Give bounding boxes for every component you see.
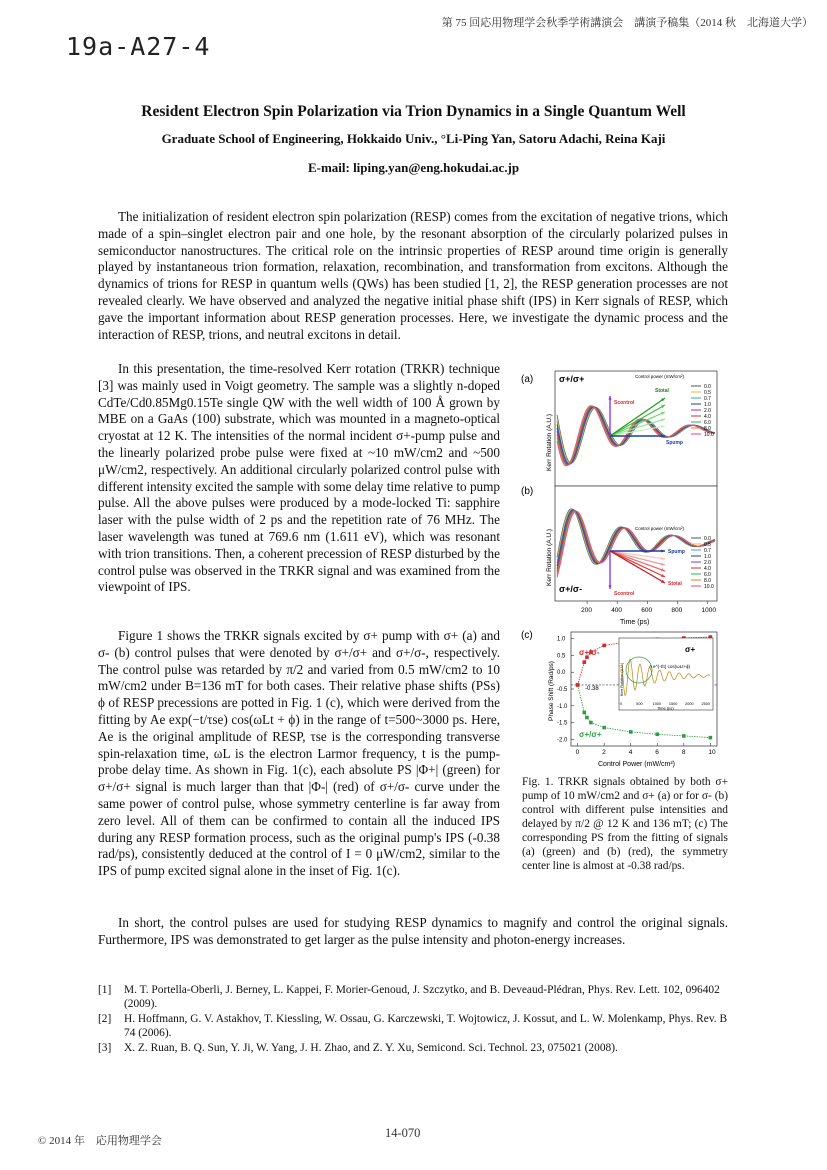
- legend-label: 0.7: [704, 547, 711, 554]
- reference-text: X. Z. Ruan, B. Q. Sun, Y. Ji, W. Yang, J. H. Zhao, and Z. Y. Xu, Semicond. Sci. Technol. 23, 075021 (2008).: [124, 1042, 618, 1054]
- legend-label: 8.0: [704, 577, 711, 584]
- paragraph-method: In this presentation, the time-resolved Kerr rotation (TRKR) technique [3] was mainly used in Voigt geometry. The sample was a slightly n-doped CdTe/Cd0.85Mg0.15Te single QW with the well width of 100 Å grown by MBE on a GaAs (100) substrate, which was mounted in a magneto-optical cryostat at 12 K. The intensities of the normal incident σ+-pump pulse and the linearly polarized probe pulse were fixed at ~10 mW/cm2 and ~500 μW/cm2, respectively. An additional circularly polarized control pulse with different intensity excited the sample with some delay time relative to pump pulse. All the above pulses were produced by a mode-locked Ti: sapphire laser with the pulse width of 2 ps and the repetition rate of 76 MHz. The laser wavelength was tuned at 769.6 nm (1.611 eV), which was resonant with trion transitions. Then, a coherent precession of RESP disturbed by the control pulse was observed in the TRKR signal and was examined from the viewpoint of IPS.: [98, 361, 500, 595]
- legend-label: 2.0: [704, 559, 711, 566]
- inset-tick-label: 2000: [685, 702, 694, 706]
- legend-label: 1.0: [704, 553, 711, 560]
- xlabel-time: Time (ps): [620, 619, 650, 626]
- ps-data-point: [582, 711, 586, 715]
- legend-label: 10.0: [704, 431, 714, 438]
- inset-tick-label: 0: [620, 702, 623, 706]
- ps-tick-label: 1.0: [557, 636, 566, 643]
- power-tick-label: 6: [655, 749, 659, 756]
- reference-number: [2]: [98, 1013, 112, 1025]
- ps-data-point: [629, 730, 633, 734]
- paragraph-intro: The initialization of resident electron spin polarization (RESP) comes from the excitation of negative trions, which made of a spin–singlet electron pair and one hole, by the resonant absorption of the circularly polarized pulses in semiconductor nanostructures. The critical role on the intrinsic properties of RESP around time origin is generally played by instantaneous trion formation, relaxation, recombination, and transformation from excitons. Although the dynamics of trions for RESP in quantum wells (QWs) has been studied [1, 2], the RESP generation processes are not revealed clearly. We have observed and analyzed the negative initial phase shift (IPS) in Kerr signals of RESP, which gave the important information about RESP generation processes. Here, we investigate the dynamic process and the interaction of RESP, trions, and neutral excitons in detail.: [98, 209, 728, 342]
- reference-item: [98, 1012, 728, 1040]
- ps-data-point: [582, 660, 586, 664]
- inset-tick-label: 1500: [668, 702, 678, 706]
- legend-title-a: Control power (mW/cm²): [635, 374, 685, 379]
- legend-label: 0.0: [704, 535, 711, 542]
- reference-number: [3]: [98, 1042, 112, 1054]
- reference-number: [1]: [98, 984, 112, 996]
- xlabel-power: Control Power (mW/cm²): [598, 761, 676, 768]
- vector-label: Spump: [668, 549, 685, 555]
- conference-header: 第 75 回応用物理学会秋季学術講演会 講演予稿集（2014 秋 北海道大学）: [441, 17, 813, 29]
- panel-label-a: (a): [521, 374, 534, 385]
- ps-tick-label: 0.0: [557, 670, 566, 677]
- legend-label: 6.0: [704, 419, 711, 426]
- inset-plot: [619, 638, 713, 711]
- ps-data-point: [682, 734, 686, 738]
- ylabel-kerr-a: Kerr Rotation (A.U.): [546, 413, 553, 471]
- time-tick-label: 400: [611, 607, 623, 614]
- power-tick-label: 10: [708, 749, 716, 756]
- legend-label: 2.0: [704, 407, 711, 414]
- legend-title-b: Control power (mW/cm²): [635, 526, 685, 531]
- time-tick-label: 1000: [701, 607, 716, 614]
- legend-label: 8.0: [704, 425, 711, 432]
- time-tick-label: 800: [671, 607, 683, 614]
- legend-label: 0.7: [704, 395, 711, 402]
- inset-sigma: σ+: [685, 645, 696, 654]
- vector-label: Scontrol: [614, 400, 635, 406]
- power-tick-label: 8: [681, 749, 686, 756]
- email-line: E-mail: liping.yan@eng.hokudai.ac.jp: [307, 160, 520, 175]
- reference-text: H. Hoffmann, G. V. Astakhov, T. Kiessling, W. Ossau, G. Karczewski, T. Wojtowicz, J. Kossut, and L. W. Molenkamp, Phys. Rev. B 74 (2006).: [124, 1013, 728, 1039]
- ps-tick-label: 0.5: [557, 653, 566, 660]
- time-tick-label: 600: [641, 607, 653, 614]
- time-axis-ticks: [581, 601, 716, 614]
- inset-frame: [619, 638, 713, 710]
- copyright: © 2014 年 応用物理学会: [38, 1135, 162, 1147]
- inset-xlabel: Time (ps): [657, 705, 674, 711]
- ps-data-point: [709, 736, 713, 740]
- ylabel-kerr-b: Kerr Rotation (A.U.): [546, 528, 553, 586]
- figure-1: [515, 366, 737, 770]
- time-tick-label: 200: [581, 607, 592, 614]
- paper-title: Resident Electron Spin Polarization via Trion Dynamics in a Single Quantum Well: [141, 103, 686, 120]
- reference-item: [98, 983, 728, 1011]
- ps-value-label: -0.38: [585, 686, 599, 692]
- vector-label: Stotal: [668, 581, 682, 587]
- references: [98, 983, 728, 1056]
- ps-data-point: [602, 726, 606, 730]
- power-tick-label: 2: [602, 749, 606, 756]
- power-tick-label: 0: [575, 749, 580, 756]
- ps-data-point: [585, 716, 589, 720]
- ps-tick-label: -1.5: [557, 720, 568, 727]
- panel-label-c: (c): [521, 630, 533, 641]
- legend-label: 6.0: [704, 571, 711, 578]
- affiliation: Graduate School of Engineering, Hokkaido Univ., °Li-Ping Yan, Satoru Adachi, Reina Kaji: [161, 131, 666, 146]
- panel-a-title: σ+/σ+: [559, 374, 585, 384]
- paragraph-summary: In short, the control pulses are used for studying RESP dynamics to magnify and control the original signals. Furthermore, IPS was demonstrated to get larger as the pulse intensity and photon-energy increases.: [98, 915, 728, 947]
- ps-data-point: [589, 721, 593, 725]
- figure-caption: Fig. 1. TRKR signals obtained by both σ+ pump of 10 mW/cm2 and σ+ (a) or for σ- (b) control with different pulse intensities and delayed by π/2 @ 12 K and 136 mT; (c) The corresponding PS from the fitting of signals (a) (green) and (b) (red), the symmetry center line is almost at -0.38 rad/ps.: [522, 776, 728, 872]
- ylabel-phase-shift: Phase Shift (Rad/ps): [548, 661, 555, 721]
- legend-label: 0.5: [704, 389, 711, 396]
- vector-label: Scontrol: [614, 591, 635, 597]
- reference-item: [98, 1041, 728, 1055]
- inset-formula: A e^(-t/τ) cos(ωLt+ϕ): [649, 664, 691, 669]
- ps-data-point: [655, 732, 659, 736]
- ps-tick-label: -0.5: [557, 687, 568, 693]
- paragraph-results: Figure 1 shows the TRKR signals excited by σ+ pump with σ+ (a) and σ- (b) control pulses that were denoted by σ+/σ+ and σ+/σ-, respectively. The control pulse was retarded by π/2 and varied from 0.5 mW/cm2 to 10 mW/cm2 under B=136 mT for both cases. Their relative phase shifts (PSs) ϕ of RESP precessions are potted in Fig. 1 (c), which were derived from the fitting by Ae exp(−t/τse) cos(ωLt + ϕ) in the range of t=500~3000 ps. Here, Ae is the original amplitude of RESP, τse is the corresponding transverse spin-relaxation time, ωL is the electron Larmor frequency, t is the pump-probe delay time. As shown in Fig. 1(c), each absolute PS |Φ+| (green) for σ+/σ+ signal is much larger than that |Φ-| (red) of σ+/σ- curve under the same power of control pulse, whose symmetry centerline is far away from zero level. All of them can be confirmed to contain all the induced IPS during any RESP formation process, such as the original pump's IPS (-0.38 rad/ps), consistently deduced at the control of I = 0 μW/cm2, similar to the IPS of pump excited signal alone in the inset of Fig. 1(c).: [98, 628, 500, 879]
- ps-data-point: [576, 683, 580, 687]
- label-c-pp: σ+/σ+: [579, 730, 602, 739]
- legend-label: 0.5: [704, 541, 711, 548]
- legend-label: 0.0: [704, 383, 711, 390]
- inset-ylabel: Kerr Rotation (A.U.): [620, 662, 624, 696]
- legend-label: 4.0: [704, 565, 711, 572]
- ps-tick-label: -1.0: [557, 703, 568, 710]
- label-c-pm: σ+/σ-: [579, 648, 600, 657]
- page-number: 14-070: [385, 1126, 421, 1140]
- panel-b-title: σ+/σ-: [559, 584, 583, 594]
- inset-tick-label: 500: [636, 702, 643, 706]
- inset-tick-label: 2500: [701, 702, 710, 706]
- legend-label: 4.0: [704, 413, 711, 420]
- power-tick-label: 4: [628, 749, 633, 756]
- ps-data-point: [602, 644, 606, 648]
- legend-label: 10.0: [704, 583, 714, 590]
- legend-label: 1.0: [704, 401, 711, 408]
- panel-label-b: (b): [521, 486, 534, 497]
- ps-tick-label: -2.0: [557, 737, 568, 744]
- vector-label: Stotal: [655, 388, 669, 394]
- paper-id: 19a-A27-4: [66, 32, 211, 61]
- vector-label: Spump: [666, 440, 683, 446]
- inset-tick-label: 1000: [652, 702, 662, 706]
- reference-text: M. T. Portella-Oberli, J. Berney, L. Kappei, F. Morier-Genoud, J. Szczytko, and B. Deveaud-Plédran, Phys. Rev. Lett. 102, 096402 (2009).: [124, 984, 720, 1010]
